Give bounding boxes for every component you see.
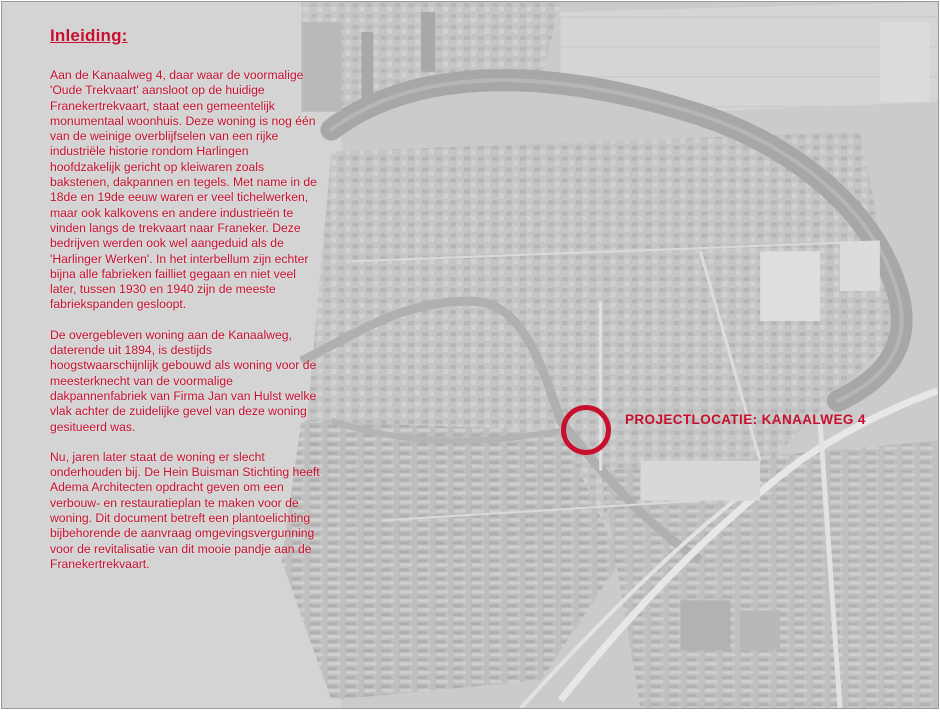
intro-paragraph: Aan de Kanaalweg 4, daar waar de voormalige 'Oude Trekvaart' aansloot op de huidige Franekertrekvaart, staat een gemeentelijk monumentaal woonhuis. Deze woning is nog één van de weinige overblijfselen van een rijke industriële historie rondom Harlingen hoofdzakelijk gericht op kleiwaren zoals bakstenen, dakpannen en tegels. Met name in de 18de en 19de eeuw waren er veel tichelwerken, maar ook kalkovens en andere industrieën te vinden langs de trekvaart naar Franeker. Deze bedrijven werden ook wel aangeduid als de 'Harlinger Werken'. In het interbellum zijn echter bijna alle fabrieken failliet gegaan en niet veel later, tussen 1930 en 1940 zijn de meeste fabriekspanden gesloopt. (50, 68, 317, 312)
intro-paragraph: De overgebleven woning aan de Kanaalweg, daterende uit 1894, is destijds hoogstwaarschijnlijk gebouwd als woning voor de meesterknecht van de voormalige dakpannenfabriek van Firma Jan van Hulst welke vlak achter de zuidelijke gevel van deze woning gesitueerd was. (50, 327, 317, 434)
intro-text-column (50, 26, 322, 587)
project-location-circle-icon (561, 405, 611, 455)
intro-paragraph: Nu, jaren later staat de woning er slecht onderhouden bij. De Hein Buisman Stichting heeft Adema Architecten opdracht geven om een verbouw- en restauratieplan te maken voor de woning. Dit document betreft een plantoelichting bijbehorende de aanvraag omgevingsvergunning voor de revitalisatie van dit mooie pandje aan de Franekertrekvaart. (50, 449, 320, 571)
project-location-label: PROJECTLOCATIE: KANAALWEG 4 (625, 412, 866, 427)
intro-heading: Inleiding: (50, 26, 128, 45)
document-page (1, 1, 939, 709)
